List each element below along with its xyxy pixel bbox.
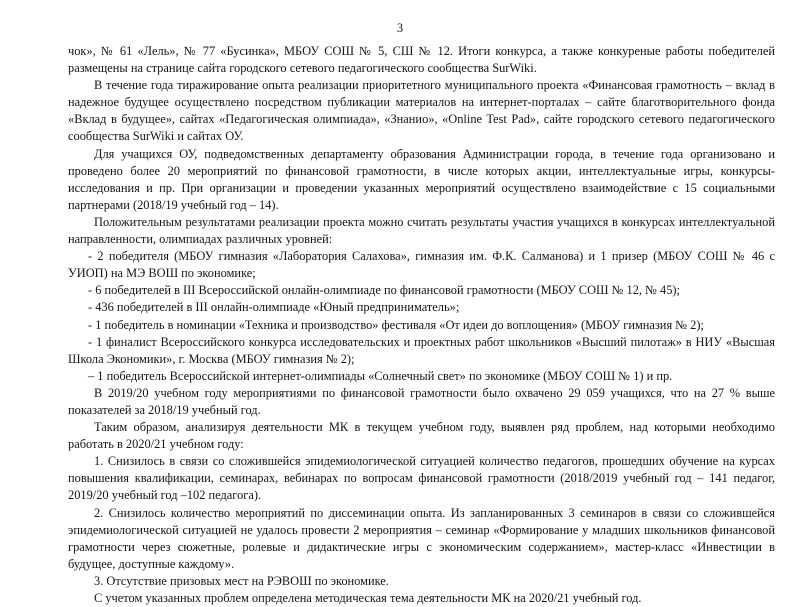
paragraph: Положительным результатами реализации проекта можно считать результаты участия учащихся в конкурсах интеллектуальной направленности, олимпиадах различных уровней:	[68, 214, 775, 247]
paragraph: В течение года тиражирование опыта реализации приоритетного муниципального проекта «Финансовая грамотность – вклад в надежное будущее осуществлено посредством публикации материалов на интернет-порталах – сайте благотворительного фонда «Вклад в будущее», сайтах «Педагогическая олимпиада», «Знанио», «Online Test Pad», сайте городского сетевого педагогического сообщества SurWiki и сайтах ОУ.	[68, 78, 775, 144]
list-item: - 1 финалист Всероссийского конкурса исследовательских и проектных работ школьников «Высший пилотаж» в НИУ «Высшая Школа Экономики», г. Москва (МБОУ гимназия № 2);	[68, 334, 775, 366]
numbered-item-3: 3. Отсутствие призовых мест на РЭВОШ по экономике.	[94, 573, 389, 588]
paragraph: В 2019/20 учебном году мероприятиями по финансовой грамотности было охвачено 29 059 учащихся, что на 27 % выше показателей за 2018/19 учебный год.	[68, 385, 775, 417]
paragraph: Таким образом, анализируя деятельности МК в текущем учебном году, выявлен ряд проблем, над которыми необходимо работать в 2020/21 учебном году:	[68, 420, 775, 452]
paragraph: Для учащихся ОУ, подведомственных департаменту образования Администрации города, в течение года организовано и проведено более 20 мероприятий по финансовой грамотности, в числе которых акции, интеллектуальные игры, конкурсы-исследования и пр. При организации и проведении указанных мероприятий осуществлено взаимодействие с 15 социальными партнерами (2018/19 учебный год – 14).	[68, 146, 775, 212]
list-item: - 2 победителя (МБОУ гимназия «Лаборатория Салахова», гимназия им. Ф.К. Салманова) и 1 призер (МБОУ СОШ № 46 с УИОП) на МЭ ВОШ по экономике;	[68, 249, 775, 281]
list-item: - 1 победитель в номинации «Техника и производство» фестиваля «От идеи до воплощения» (МБОУ гимназия № 2);	[88, 317, 704, 332]
list-item: - 6 победителей в III Всероссийской онлайн-олимпиаде по финансовой грамотности (МБОУ СОШ № 12, № 45);	[88, 283, 681, 298]
list-item: - 436 победителей в III онлайн-олимпиаде «Юный предприниматель»;	[88, 300, 460, 315]
page-number: 3	[396, 21, 404, 35]
numbered-item-2: 2. Снизилось количество мероприятий по диссеминации опыта. Из запланированных 3 семинаров в связи со сложившейся эпидемиологической ситуацией не удалось провести 2 мероприятия – семинар «Формирование у младших школьников финансовой грамотности через сюжетные, ролевые и дидактические игры с экономическим содержанием», мастер-класс «Инвестиции в будущее, доступные каждому».	[68, 505, 775, 571]
numbered-item-1: 1. Снизилось в связи со сложившейся эпидемиологической ситуацией количество педагогов, прошедших обучение на курсах повышения квалификации, семинарах, вебинарах по вопросам финансовой грамотности (2018/2019 учебный год – 141 педагог, 2019/20 учебный год –102 педагога).	[68, 454, 775, 503]
document-body	[68, 43, 775, 607]
closing-paragraph: С учетом указанных проблем определена методическая тема деятельности МК на 2020/21 учебный год.	[94, 591, 642, 605]
paragraph-continuation: чок», № 61 «Лель», № 77 «Бусинка», МБОУ СОШ № 5, СШ № 12. Итоги конкурса, а также конкуреные работы победителей размещены на странице сайта городского сетевого педагогического сообщества SurWiki.	[68, 44, 775, 76]
list-item: – 1 победитель Всероссийской интернет-олимпиады «Солнечный свет» по экономике (МБОУ СОШ № 1) и пр.	[88, 368, 673, 383]
